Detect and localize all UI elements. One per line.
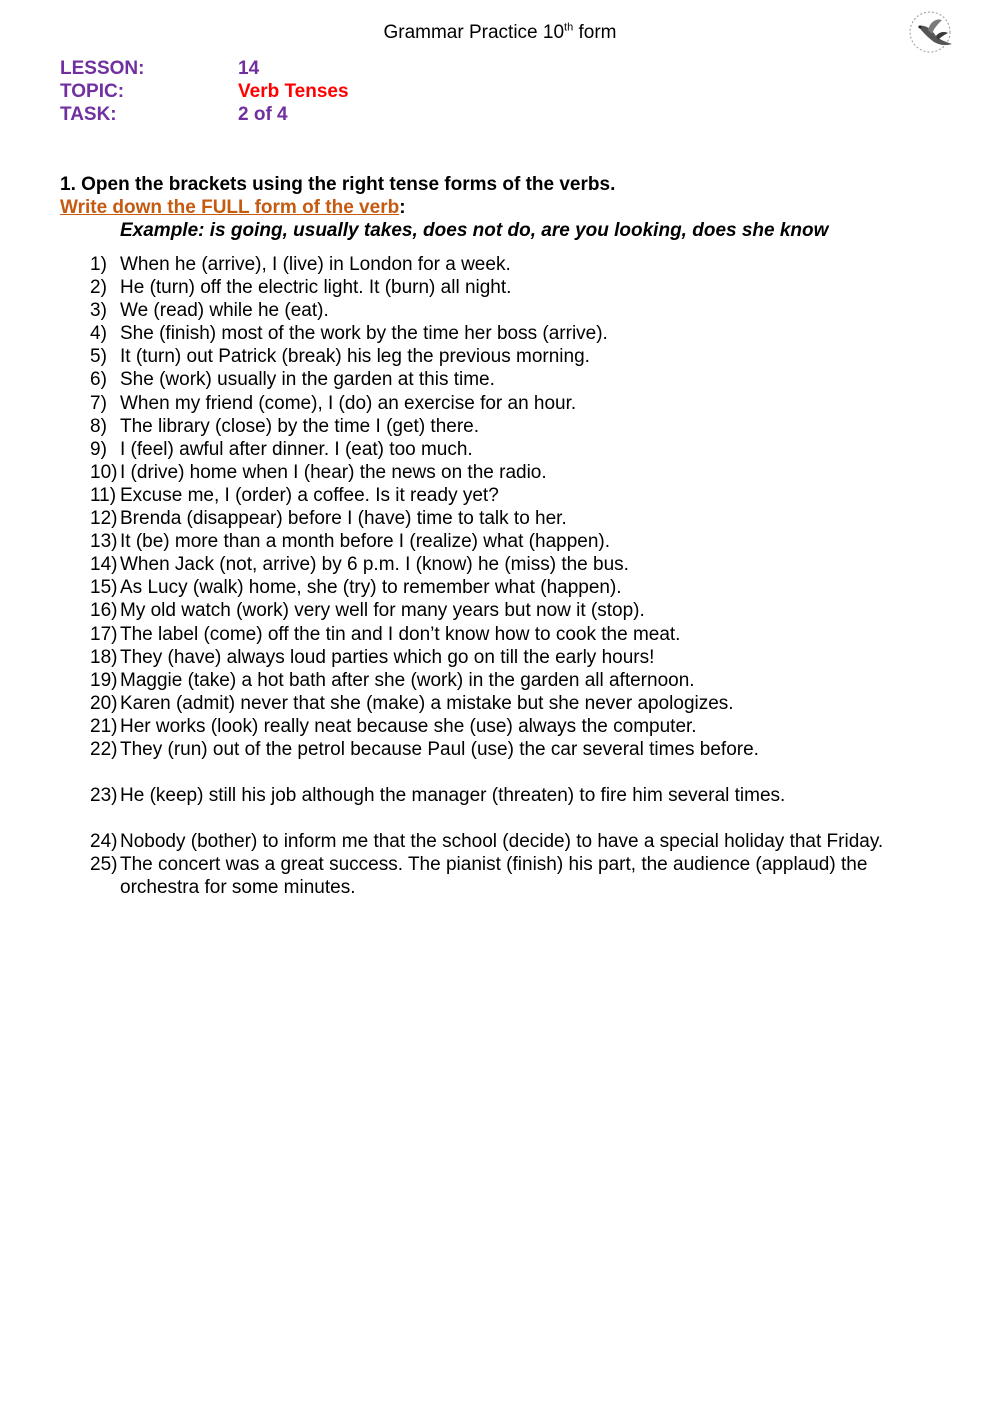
exercise-item	[60, 830, 940, 853]
bird-logo-icon	[906, 8, 958, 56]
instruction-text: Write down the FULL form of the verb	[60, 197, 400, 218]
item-text: They (have) always loud parties which go on till the early hours!	[120, 646, 655, 668]
item-number: 11)	[90, 484, 117, 506]
page-title-suffix: form	[573, 22, 617, 43]
exercise-item	[60, 553, 940, 576]
exercise-item	[60, 669, 940, 692]
item-text: The library (close) by the time I (get) there.	[120, 415, 480, 437]
item-number: 10)	[90, 461, 118, 483]
item-text: Nobody (bother) to inform me that the school (decide) to have a special holiday that Friday.	[120, 831, 884, 853]
item-text: The concert was a great success. The pianist (finish) his part, the audience (applaud) the orchestra for some minutes.	[120, 854, 868, 899]
item-text: When Jack (not, arrive) by 6 p.m. I (know) he (miss) the bus.	[120, 554, 629, 576]
lesson-meta	[60, 57, 349, 126]
item-number: 14)	[90, 554, 118, 576]
item-text: She (work) usually in the garden at this time.	[120, 369, 495, 391]
exercise-item	[60, 253, 940, 276]
item-text: They (run) out of the petrol because Paul (use) the car several times before.	[120, 738, 759, 760]
exercise-item	[60, 299, 940, 322]
exercise-items	[60, 253, 940, 899]
exercise-item	[60, 484, 940, 507]
item-number: 1)	[90, 254, 107, 275]
exercise-item	[60, 345, 940, 368]
item-number: 23)	[90, 785, 118, 807]
exercise-item	[60, 415, 940, 438]
exercise-item	[60, 507, 940, 530]
exercise-instruction	[60, 196, 940, 219]
item-text: The label (come) off the tin and I don’t know how to cook the meat.	[120, 623, 681, 645]
item-text: I (drive) home when I (hear) the news on the radio.	[120, 461, 547, 483]
item-text: Her works (look) really neat because she (use) always the computer.	[120, 715, 697, 737]
exercise-item	[60, 853, 940, 899]
item-text: As Lucy (walk) home, she (try) to remember what (happen).	[120, 577, 622, 599]
item-number: 8)	[90, 415, 107, 437]
exercise-example: Example: is going, usually takes, does not do, are you looking, does she know	[120, 220, 829, 241]
exercise-item	[60, 784, 940, 807]
item-text: I (feel) awful after dinner. I (eat) too much.	[120, 438, 473, 460]
exercise-item	[60, 392, 940, 415]
item-number: 16)	[90, 600, 118, 622]
item-text: It (turn) out Patrick (break) his leg the previous morning.	[120, 346, 590, 368]
task-value: 2 of 4	[238, 104, 288, 125]
topic-value: Verb Tenses	[238, 81, 349, 102]
exercise-item	[60, 438, 940, 461]
lesson-value: 14	[238, 58, 260, 79]
item-number: 5)	[90, 346, 107, 368]
item-number: 15)	[90, 577, 118, 599]
exercise-item	[60, 368, 940, 391]
item-number: 18)	[90, 646, 118, 668]
item-number: 25)	[90, 854, 118, 876]
exercise-item	[60, 692, 940, 715]
lesson-row	[60, 57, 349, 80]
instruction-colon: :	[399, 197, 406, 218]
exercise-item	[60, 576, 940, 599]
exercise-item	[60, 623, 940, 646]
item-number: 19)	[90, 669, 118, 691]
item-text: We (read) while he (eat).	[120, 300, 329, 322]
page-title-superscript: th	[564, 21, 574, 34]
exercise-item	[60, 599, 940, 622]
item-text: Excuse me, I (order) a coffee. Is it ready yet?	[120, 484, 499, 506]
item-number: 4)	[90, 323, 107, 345]
item-text: My old watch (work) very well for many years but now it (stop).	[120, 600, 645, 622]
item-number: 20)	[90, 692, 118, 714]
item-number: 13)	[90, 531, 118, 553]
item-text: Karen (admit) never that she (make) a mistake but she never apologizes.	[120, 692, 734, 714]
item-text: Maggie (take) a hot bath after she (work) in the garden all afternoon.	[120, 669, 695, 691]
item-text: He (turn) off the electric light. It (burn) all night.	[120, 277, 512, 299]
lesson-label: LESSON:	[60, 58, 145, 79]
exercise-item	[60, 715, 940, 738]
item-number: 22)	[90, 738, 118, 760]
topic-label: TOPIC:	[60, 81, 125, 102]
page-title-prefix: Grammar Practice 10	[383, 22, 565, 43]
item-number: 2)	[90, 277, 107, 299]
page-title	[0, 22, 1000, 44]
item-number: 12)	[90, 508, 118, 530]
item-text: When my friend (come), I (do) an exercise for an hour.	[120, 392, 577, 414]
task-label: TASK:	[60, 104, 117, 125]
exercise-item	[60, 276, 940, 299]
exercise-item	[60, 322, 940, 345]
item-text: It (be) more than a month before I (realize) what (happen).	[120, 531, 611, 553]
item-number: 9)	[90, 438, 107, 460]
exercise-item	[60, 530, 940, 553]
topic-row	[60, 80, 349, 103]
item-number: 7)	[90, 392, 107, 414]
item-number: 3)	[90, 300, 107, 322]
item-number: 6)	[90, 369, 107, 391]
exercise-heading: 1. Open the brackets using the right tense forms of the verbs.	[60, 174, 616, 195]
exercise-item	[60, 461, 940, 484]
exercise-section	[60, 173, 940, 899]
task-row	[60, 103, 349, 126]
item-text: She (finish) most of the work by the time her boss (arrive).	[120, 323, 608, 345]
item-number: 24)	[90, 831, 118, 853]
exercise-item	[60, 646, 940, 669]
item-number: 21)	[90, 715, 118, 737]
exercise-item	[60, 738, 940, 761]
item-text: Brenda (disappear) before I (have) time to talk to her.	[120, 508, 567, 530]
item-text: When he (arrive), I (live) in London for a week.	[120, 254, 511, 275]
item-text: He (keep) still his job although the manager (threaten) to fire him several times.	[120, 785, 786, 807]
item-number: 17)	[90, 623, 118, 645]
